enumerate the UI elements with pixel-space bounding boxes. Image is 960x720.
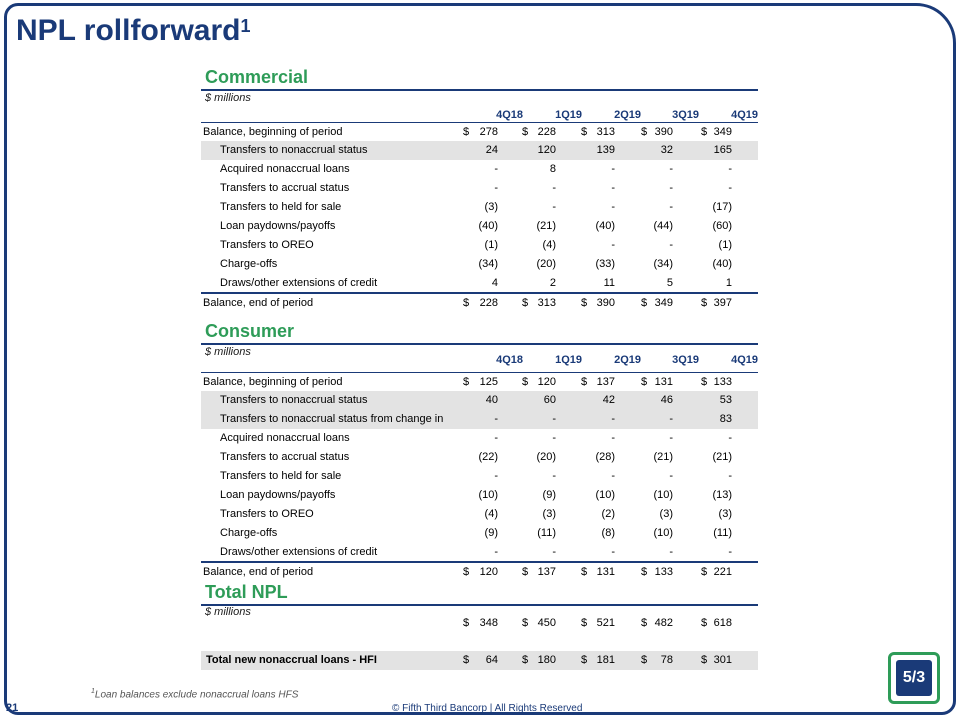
value-cell: 278 (479, 126, 498, 138)
commercial-period-header: 1Q19 (555, 109, 582, 121)
row-label: Transfers to OREO (220, 508, 314, 520)
value-cell: (10) (595, 489, 615, 501)
currency-symbol: $ (581, 617, 588, 629)
row-label: Transfers to nonaccrual status (220, 144, 368, 156)
value-cell: - (669, 163, 673, 175)
value-cell: (3) (542, 508, 556, 520)
consumer-period-header: 2Q19 (614, 354, 641, 366)
fifth-third-logo (888, 652, 940, 704)
value-cell: - (494, 546, 498, 558)
currency-symbol: $ (522, 126, 529, 138)
value-cell: - (611, 546, 615, 558)
value-cell: (33) (595, 258, 615, 270)
total-section-title: Total NPL (205, 582, 288, 602)
row-label: Total new nonaccrual loans - HFI (206, 654, 377, 666)
value-cell: (21) (653, 451, 673, 463)
value-cell: (44) (653, 220, 673, 232)
value-cell: (1) (484, 239, 498, 251)
consumer-table-row (201, 372, 758, 391)
currency-symbol: $ (463, 654, 470, 666)
currency-symbol: $ (581, 126, 588, 138)
value-cell: 450 (537, 617, 556, 629)
currency-symbol: $ (522, 654, 529, 666)
row-label: Transfers to nonaccrual status (220, 394, 368, 406)
value-cell: 83 (719, 413, 732, 425)
value-cell: (21) (536, 220, 556, 232)
value-cell: 165 (713, 144, 732, 156)
value-cell: 120 (537, 144, 556, 156)
value-cell: (9) (542, 489, 556, 501)
currency-symbol: $ (463, 297, 470, 309)
row-label: Balance, beginning of period (203, 376, 343, 388)
value-cell: 11 (603, 277, 615, 289)
value-cell: 521 (596, 617, 615, 629)
value-cell: 131 (654, 376, 673, 388)
footnote: $^1$Loan balances exclude nonaccrual loans HFS (91, 688, 299, 701)
page-number: 21 (6, 702, 19, 714)
currency-symbol: $ (522, 566, 529, 578)
value-cell: 131 (596, 566, 615, 578)
commercial-section-rule (201, 89, 758, 91)
value-cell: 125 (479, 376, 498, 388)
value-cell: - (669, 182, 673, 194)
value-cell: 42 (602, 394, 615, 406)
value-cell: - (669, 546, 673, 558)
consumer-period-header: 4Q19 (731, 354, 758, 366)
value-cell: (17) (712, 201, 732, 213)
commercial-table-row (201, 141, 758, 160)
commercial-table-row (201, 198, 758, 217)
value-cell: - (728, 182, 732, 194)
value-cell: (40) (712, 258, 732, 270)
value-cell: (1) (718, 239, 732, 251)
value-cell: - (669, 470, 673, 482)
currency-symbol: $ (581, 376, 588, 388)
value-cell: (3) (659, 508, 673, 520)
currency-symbol: $ (641, 297, 648, 309)
commercial-section-title: Commercial (205, 67, 309, 87)
total-units: $ millions (205, 606, 251, 618)
value-cell: (10) (653, 489, 673, 501)
value-cell: 390 (596, 297, 615, 309)
value-cell: 397 (713, 297, 732, 309)
value-cell: (8) (601, 527, 615, 539)
consumer-table-row (201, 524, 758, 543)
value-cell: (20) (536, 258, 556, 270)
commercial-table-row (201, 160, 758, 179)
value-cell: 40 (485, 394, 498, 406)
currency-symbol: $ (701, 654, 708, 666)
value-cell: 228 (537, 126, 556, 138)
row-label: Transfers to held for sale (220, 201, 342, 213)
consumer-table-row (201, 391, 758, 410)
row-label: Loan paydowns/payoffs (220, 220, 336, 232)
value-cell: 78 (660, 654, 673, 666)
value-cell: (4) (542, 239, 556, 251)
value-cell: 618 (713, 617, 732, 629)
value-cell: 313 (537, 297, 556, 309)
commercial-table-row (201, 236, 758, 255)
value-cell: (10) (478, 489, 498, 501)
value-cell: - (494, 182, 498, 194)
currency-symbol: $ (701, 617, 708, 629)
consumer-period-header: 1Q19 (555, 354, 582, 366)
value-cell: (3) (718, 508, 732, 520)
row-label: Acquired nonaccrual loans (220, 432, 350, 444)
value-cell: (13) (712, 489, 732, 501)
total-table-row (201, 614, 758, 633)
value-cell: (2) (601, 508, 615, 520)
row-label: Balance, end of period (203, 566, 314, 578)
row-label: Balance, end of period (203, 297, 314, 309)
consumer-units: $ millions (205, 346, 251, 358)
value-cell: - (728, 163, 732, 175)
currency-symbol: $ (522, 297, 529, 309)
value-cell: 313 (596, 126, 615, 138)
value-cell: - (728, 432, 732, 444)
value-cell: 4 (491, 277, 498, 289)
value-cell: - (494, 470, 498, 482)
currency-symbol: $ (641, 617, 648, 629)
consumer-period-header: 3Q19 (672, 354, 699, 366)
value-cell: (9) (484, 527, 498, 539)
value-cell: - (669, 413, 673, 425)
currency-symbol: $ (641, 654, 648, 666)
currency-symbol: $ (463, 126, 470, 138)
page-title: NPL rollforward$^1$ (16, 14, 251, 47)
currency-symbol: $ (641, 126, 648, 138)
commercial-period-header: 2Q19 (614, 109, 641, 121)
value-cell: - (611, 201, 615, 213)
value-cell: 137 (596, 376, 615, 388)
value-cell: (34) (478, 258, 498, 270)
value-cell: 53 (719, 394, 732, 406)
value-cell: (22) (478, 451, 498, 463)
value-cell: (11) (713, 527, 732, 539)
value-cell: 139 (596, 144, 615, 156)
commercial-table-row (201, 122, 758, 141)
value-cell: 390 (654, 126, 673, 138)
currency-symbol: $ (701, 376, 708, 388)
value-cell: 228 (479, 297, 498, 309)
value-cell: (28) (595, 451, 615, 463)
commercial-period-header: 4Q19 (731, 109, 758, 121)
value-cell: (60) (712, 220, 732, 232)
currency-symbol: $ (581, 566, 588, 578)
row-label: Draws/other extensions of credit (220, 546, 378, 558)
value-cell: (21) (712, 451, 732, 463)
value-cell: (20) (536, 451, 556, 463)
consumer-table-row (201, 429, 758, 448)
value-cell: 133 (713, 376, 732, 388)
consumer-table-row (201, 505, 758, 524)
value-cell: (40) (595, 220, 615, 232)
commercial-table-row (201, 255, 758, 274)
value-cell: 5 (666, 277, 673, 289)
value-cell: 8 (549, 163, 556, 175)
currency-symbol: $ (522, 617, 529, 629)
consumer-period-header: 4Q18 (496, 354, 523, 366)
row-label: Loan paydowns/payoffs (220, 489, 336, 501)
currency-symbol: $ (463, 617, 470, 629)
value-cell: - (669, 201, 673, 213)
commercial-table-row (201, 179, 758, 198)
commercial-table-row (201, 274, 758, 293)
value-cell: 349 (713, 126, 732, 138)
value-cell: 133 (654, 566, 673, 578)
value-cell: 181 (596, 654, 615, 666)
value-cell: - (552, 413, 556, 425)
copyright-text: © Fifth Third Bancorp | All Rights Reserved (392, 703, 583, 714)
currency-symbol: $ (641, 376, 648, 388)
value-cell: 137 (537, 566, 556, 578)
total-section-rule (201, 604, 758, 606)
row-label: Charge-offs (220, 258, 278, 270)
value-cell: 120 (537, 376, 556, 388)
total-table-row (201, 651, 758, 670)
value-cell: (3) (484, 201, 498, 213)
value-cell: 482 (654, 617, 673, 629)
commercial-table-row (201, 293, 758, 312)
currency-symbol: $ (463, 566, 470, 578)
value-cell: 2 (549, 277, 556, 289)
value-cell: 301 (713, 654, 732, 666)
row-label: Transfers to OREO (220, 239, 314, 251)
value-cell: - (552, 182, 556, 194)
value-cell: 60 (543, 394, 556, 406)
consumer-section-rule (201, 343, 758, 345)
currency-symbol: $ (701, 566, 708, 578)
value-cell: 32 (660, 144, 673, 156)
value-cell: - (494, 163, 498, 175)
value-cell: - (611, 163, 615, 175)
value-cell: - (728, 546, 732, 558)
commercial-table-row (201, 217, 758, 236)
value-cell: 348 (479, 617, 498, 629)
value-cell: 24 (485, 144, 498, 156)
value-cell: (34) (653, 258, 673, 270)
row-label: Transfers to accrual status (220, 182, 350, 194)
value-cell: (10) (653, 527, 673, 539)
value-cell: - (611, 239, 615, 251)
consumer-table-row (201, 448, 758, 467)
value-cell: 221 (713, 566, 732, 578)
currency-symbol: $ (463, 376, 470, 388)
value-cell: - (611, 413, 615, 425)
value-cell: - (669, 432, 673, 444)
value-cell: - (494, 413, 498, 425)
row-label: Acquired nonaccrual loans (220, 163, 350, 175)
currency-symbol: $ (701, 297, 708, 309)
row-label: Transfers to nonaccrual status from change in (220, 413, 444, 425)
consumer-table-row (201, 562, 758, 581)
value-cell: - (494, 432, 498, 444)
value-cell: 180 (537, 654, 556, 666)
currency-symbol: $ (641, 566, 648, 578)
logo-mark: 5/3 (896, 660, 932, 696)
commercial-period-header: 4Q18 (496, 109, 523, 121)
row-label: Transfers to held for sale (220, 470, 342, 482)
value-cell: - (611, 432, 615, 444)
value-cell: - (728, 470, 732, 482)
value-cell: (4) (484, 508, 498, 520)
value-cell: - (611, 470, 615, 482)
row-label: Transfers to accrual status (220, 451, 350, 463)
row-label: Balance, beginning of period (203, 126, 343, 138)
currency-symbol: $ (581, 654, 588, 666)
consumer-table-row (201, 486, 758, 505)
value-cell: 1 (725, 277, 732, 289)
consumer-table-row (201, 410, 758, 429)
consumer-section-title: Consumer (205, 321, 295, 341)
value-cell: - (552, 470, 556, 482)
value-cell: - (669, 239, 673, 251)
value-cell: - (611, 182, 615, 194)
value-cell: - (552, 546, 556, 558)
value-cell: - (552, 432, 556, 444)
value-cell: (40) (478, 220, 498, 232)
commercial-period-header: 3Q19 (672, 109, 699, 121)
currency-symbol: $ (581, 297, 588, 309)
currency-symbol: $ (701, 126, 708, 138)
value-cell: 349 (654, 297, 673, 309)
value-cell: - (552, 201, 556, 213)
commercial-units: $ millions (205, 92, 251, 104)
currency-symbol: $ (522, 376, 529, 388)
row-label: Charge-offs (220, 527, 278, 539)
row-label: Draws/other extensions of credit (220, 277, 378, 289)
consumer-table-row (201, 543, 758, 562)
value-cell: 120 (479, 566, 498, 578)
consumer-table-row (201, 467, 758, 486)
value-cell: 46 (660, 394, 673, 406)
value-cell: (11) (537, 527, 556, 539)
value-cell: 64 (485, 654, 498, 666)
